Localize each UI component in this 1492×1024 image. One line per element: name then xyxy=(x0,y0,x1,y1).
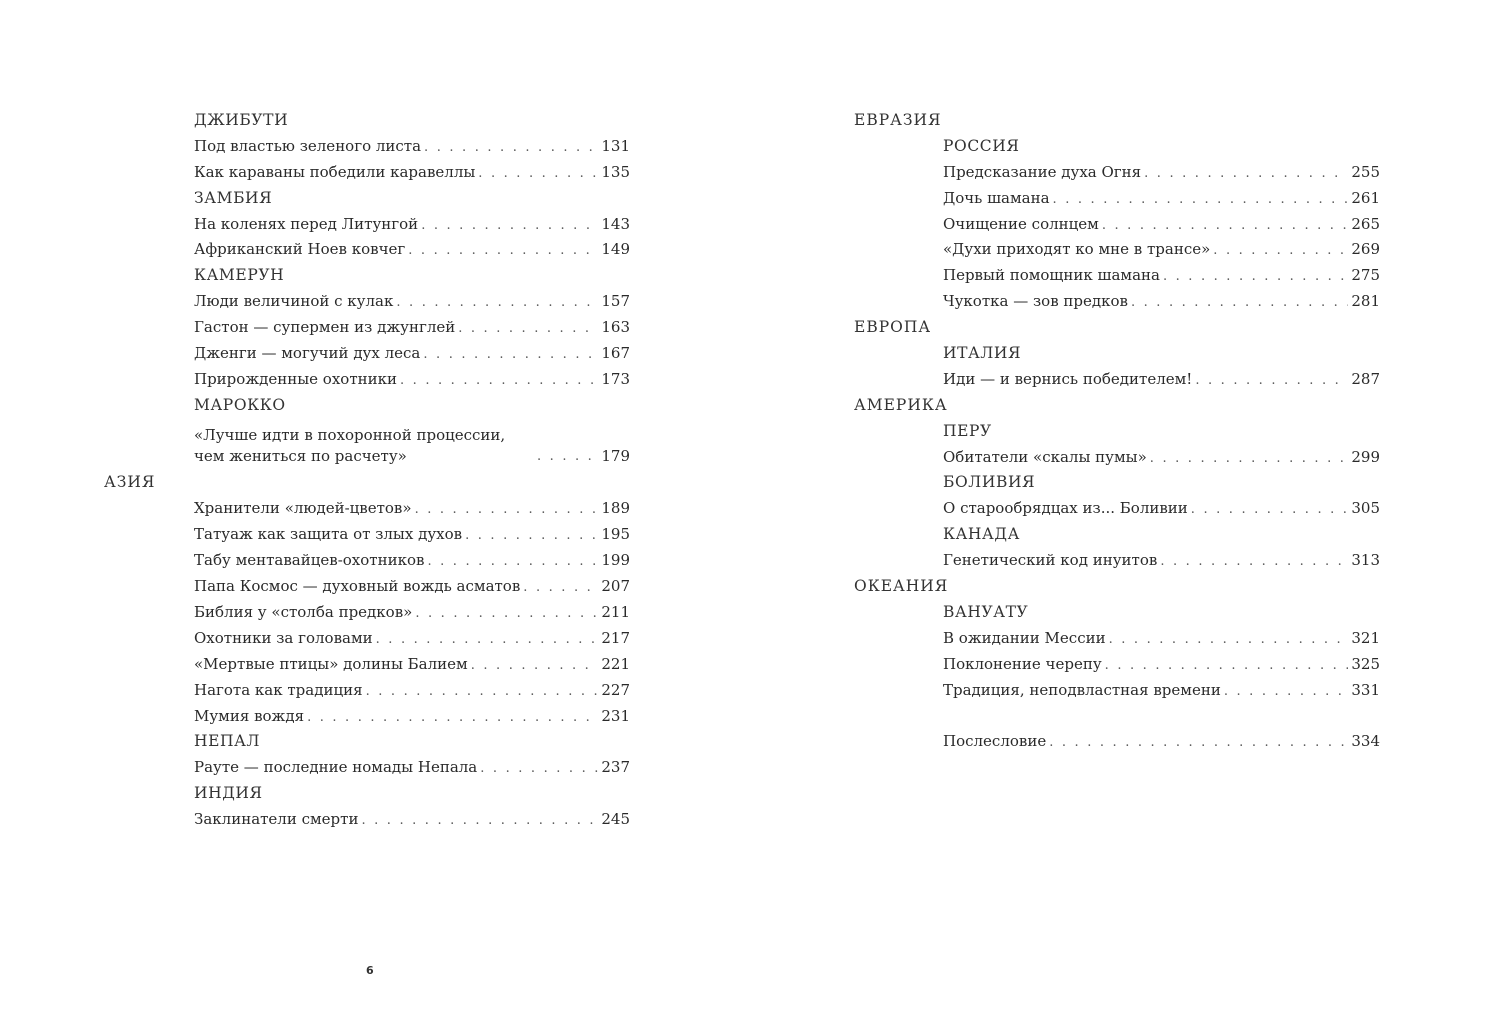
entry-title: Поклонение черепу xyxy=(943,654,1102,673)
toc-entry[interactable] xyxy=(194,600,630,626)
leader-dots xyxy=(400,368,598,394)
entry-page: 179 xyxy=(601,447,630,466)
entry-title: Чукотка — зов предков xyxy=(943,292,1128,311)
country-heading-zambia: ЗАМБИЯ xyxy=(194,188,273,207)
entry-page: 131 xyxy=(601,136,630,155)
toc-entry[interactable] xyxy=(194,237,630,263)
country-heading-russia: РОССИЯ xyxy=(943,136,1020,155)
entry-title: Очищение солнцем xyxy=(943,214,1099,233)
entry-page: 287 xyxy=(1351,369,1380,388)
country-heading-canada: КАНАДА xyxy=(943,525,1020,544)
toc-entry[interactable] xyxy=(943,186,1380,212)
entry-page: 189 xyxy=(601,499,630,518)
entry-page: 227 xyxy=(601,680,630,699)
region-heading-oceania: ОКЕАНИЯ xyxy=(854,577,949,596)
toc-entry[interactable] xyxy=(194,652,630,678)
toc-entry[interactable] xyxy=(943,367,1380,393)
region-heading-europe: ЕВРОПА xyxy=(854,318,932,337)
leader-dots xyxy=(1109,627,1349,653)
toc-entry[interactable] xyxy=(943,678,1380,704)
entry-page: 149 xyxy=(601,240,630,259)
entry-title: О старообрядцах из... Боливии xyxy=(943,499,1188,518)
entry-title: Хранители «людей-цветов» xyxy=(194,499,412,518)
entry-page: 331 xyxy=(1351,680,1380,699)
toc-entry[interactable] xyxy=(194,160,630,186)
country-heading-vanuatu: ВАНУАТУ xyxy=(943,602,1029,621)
entry-title: «Духи приходят ко мне в трансе» xyxy=(943,240,1211,259)
toc-entry[interactable] xyxy=(194,678,630,704)
leader-dots xyxy=(537,446,598,467)
entry-title: Под властью зеленого листа xyxy=(194,136,422,155)
region-heading-asia: АЗИЯ xyxy=(104,473,156,492)
entry-title: Африканский Ноев ковчег xyxy=(194,240,406,259)
entry-page: 211 xyxy=(601,602,630,621)
country-heading-morocco: МАРОККО xyxy=(194,395,286,414)
entry-page: 221 xyxy=(601,654,630,673)
leader-dots xyxy=(471,653,599,679)
toc-entry[interactable] xyxy=(194,574,630,600)
entry-page: 269 xyxy=(1351,240,1380,259)
entry-title: Охотники за головами xyxy=(194,628,373,647)
entry-page: 231 xyxy=(601,706,630,725)
country-heading-nepal: НЕПАЛ xyxy=(194,732,261,751)
entry-page: 321 xyxy=(1351,628,1380,647)
entry-title: Генетический код инуитов xyxy=(943,551,1158,570)
entry-title xyxy=(194,425,534,467)
toc-entry[interactable] xyxy=(943,496,1380,522)
leader-dots xyxy=(376,627,599,653)
entry-page: 195 xyxy=(601,525,630,544)
leader-dots xyxy=(1163,264,1348,290)
leader-dots xyxy=(458,316,598,342)
country-heading-italy: ИТАЛИЯ xyxy=(943,344,1022,363)
leader-dots xyxy=(1191,497,1349,523)
leader-dots xyxy=(366,679,599,705)
country-heading-peru: ПЕРУ xyxy=(943,421,992,440)
entry-title: Люди величиной с кулак xyxy=(194,292,394,311)
entry-page: 163 xyxy=(601,318,630,337)
entry-title: Дженги — могучий дух леса xyxy=(194,344,421,363)
entry-page: 135 xyxy=(601,162,630,181)
country-heading-cameroon: КАМЕРУН xyxy=(194,266,285,285)
page-number: 6 xyxy=(366,964,374,977)
entry-title: «Мертвые птицы» долины Балием xyxy=(194,654,468,673)
leader-dots xyxy=(421,213,598,239)
leader-dots xyxy=(415,601,598,627)
leader-dots xyxy=(465,523,598,549)
entry-page: 143 xyxy=(601,214,630,233)
entry-page: 313 xyxy=(1351,551,1380,570)
toc-entry[interactable] xyxy=(943,626,1380,652)
entry-page: 265 xyxy=(1351,214,1380,233)
toc-entry[interactable] xyxy=(194,419,630,471)
country-heading-djibouti: ДЖИБУТИ xyxy=(194,111,289,129)
toc-entry[interactable] xyxy=(194,496,630,522)
leader-dots xyxy=(1131,290,1348,316)
entry-title: Табу ментавайцев-охотников xyxy=(194,551,425,570)
leader-dots xyxy=(1160,549,1348,575)
toc-entry[interactable] xyxy=(943,548,1380,574)
entry-title-line: чем жениться по расчету» xyxy=(194,447,407,466)
leader-dots xyxy=(408,238,598,264)
entry-title: Как караваны победили каравеллы xyxy=(194,162,476,181)
toc-right-column xyxy=(840,108,1390,755)
leader-dots xyxy=(307,705,598,731)
toc-entry[interactable] xyxy=(194,807,630,833)
entry-page: 334 xyxy=(1351,732,1380,751)
toc-entry[interactable] xyxy=(943,160,1380,186)
entry-title: Прирожденные охотники xyxy=(194,369,397,388)
toc-entry[interactable] xyxy=(194,755,630,781)
leader-dots xyxy=(1049,730,1348,756)
leader-dots xyxy=(1105,653,1349,679)
toc-entry[interactable] xyxy=(194,548,630,574)
toc-entry[interactable] xyxy=(194,315,630,341)
toc-entry-afterword[interactable] xyxy=(943,729,1380,755)
leader-dots xyxy=(480,756,598,782)
entry-title: Обитатели «скалы пумы» xyxy=(943,447,1147,466)
entry-page: 281 xyxy=(1351,292,1380,311)
toc-entry[interactable] xyxy=(943,263,1380,289)
toc-entry[interactable] xyxy=(194,704,630,730)
entry-title: Традиция, неподвластная времени xyxy=(943,680,1221,699)
entry-title: Иди — и вернись победителем! xyxy=(943,369,1193,388)
entry-title: В ожидании Мессии xyxy=(943,628,1106,647)
leader-dots xyxy=(1144,161,1348,187)
region-heading-america: АМЕРИКА xyxy=(854,395,948,414)
toc-entry[interactable] xyxy=(194,289,630,315)
country-heading-india: ИНДИЯ xyxy=(194,784,263,803)
leader-dots xyxy=(478,161,598,187)
toc-entry[interactable] xyxy=(194,367,630,393)
entry-page: 237 xyxy=(601,758,630,777)
entry-title: Гастон — супермен из джунглей xyxy=(194,318,456,337)
leader-dots xyxy=(1053,187,1349,213)
leader-dots xyxy=(396,290,598,316)
toc-entry[interactable] xyxy=(194,522,630,548)
toc-entry[interactable] xyxy=(194,212,630,238)
leader-dots xyxy=(1213,238,1348,264)
toc-entry[interactable] xyxy=(194,341,630,367)
entry-page: 245 xyxy=(601,810,630,829)
entry-page: 199 xyxy=(601,551,630,570)
leader-dots xyxy=(1150,446,1349,472)
leader-dots xyxy=(523,575,598,601)
entry-title: Татуаж как защита от злых духов xyxy=(194,525,463,544)
entry-title: Нагота как традиция xyxy=(194,680,363,699)
country-heading-bolivia: БОЛИВИЯ xyxy=(943,473,1036,492)
entry-title: Первый помощник шамана xyxy=(943,266,1160,285)
region-heading-eurasia: ЕВРАЗИЯ xyxy=(854,111,942,129)
toc-left-column xyxy=(0,108,640,833)
entry-title: Дочь шамана xyxy=(943,188,1050,207)
leader-dots xyxy=(427,549,598,575)
entry-title: Библия у «столба предков» xyxy=(194,602,413,621)
leader-dots xyxy=(1224,679,1349,705)
entry-title: Рауте — последние номады Непала xyxy=(194,758,478,777)
entry-title: Предсказание духа Огня xyxy=(943,162,1142,181)
toc-entry[interactable] xyxy=(943,289,1380,315)
leader-dots xyxy=(415,497,599,523)
toc-entry[interactable] xyxy=(194,134,630,160)
entry-title: На коленях перед Литунгой xyxy=(194,214,419,233)
entry-title: Заклинатели смерти xyxy=(194,810,359,829)
entry-page: 157 xyxy=(601,292,630,311)
toc-entry[interactable] xyxy=(194,626,630,652)
entry-page: 275 xyxy=(1351,266,1380,285)
entry-page: 173 xyxy=(601,369,630,388)
toc-entry[interactable] xyxy=(943,237,1380,263)
entry-page: 305 xyxy=(1351,499,1380,518)
leader-dots xyxy=(361,808,598,834)
entry-title-line: «Лучше идти в похоронной процессии, xyxy=(194,426,506,445)
entry-page: 255 xyxy=(1351,162,1380,181)
spacer xyxy=(840,703,1390,729)
entry-page: 207 xyxy=(601,577,630,596)
toc-entry[interactable] xyxy=(943,652,1380,678)
entry-page: 299 xyxy=(1351,447,1380,466)
toc-entry[interactable] xyxy=(943,212,1380,238)
entry-page: 325 xyxy=(1351,654,1380,673)
entry-title: Папа Космос — духовный вождь асматов xyxy=(194,577,521,596)
toc-entry[interactable] xyxy=(943,445,1380,471)
entry-title: Мумия вождя xyxy=(194,706,305,725)
leader-dots xyxy=(424,135,598,161)
entry-title: Послесловие xyxy=(943,732,1047,751)
leader-dots xyxy=(1195,368,1348,394)
entry-page: 261 xyxy=(1351,188,1380,207)
entry-page: 167 xyxy=(601,344,630,363)
entry-page: 217 xyxy=(601,628,630,647)
leader-dots xyxy=(423,342,598,368)
leader-dots xyxy=(1102,213,1349,239)
